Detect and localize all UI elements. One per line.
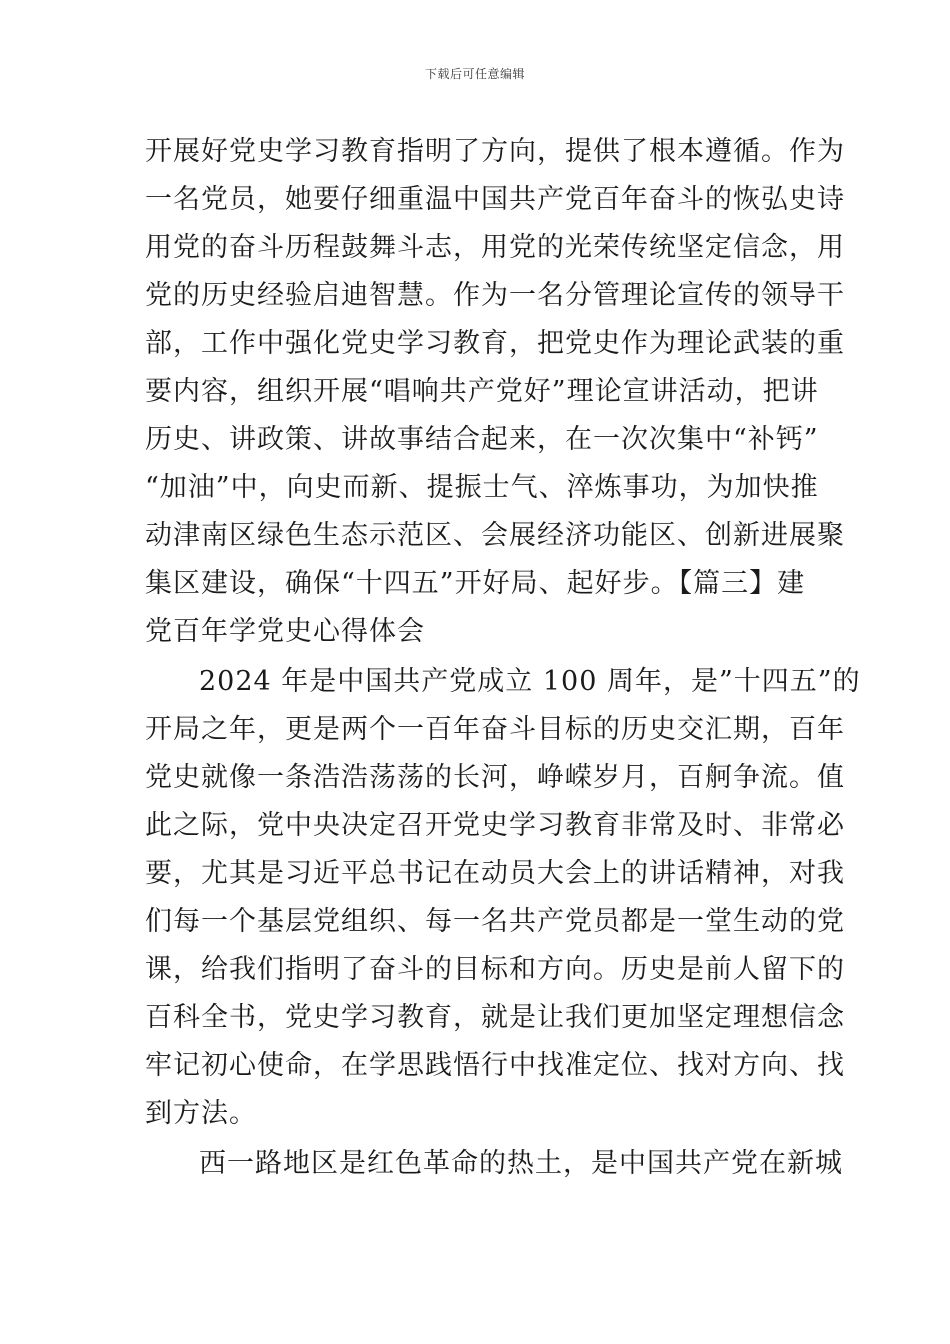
text-line: 开展好党史学习教育指明了方向，提供了根本遵循。作为 (145, 136, 845, 167)
paragraph (145, 1140, 843, 1188)
text-line-first: 2024 年是中国共产党成立 100 周年，是”十四五”的 (199, 666, 861, 697)
text-line: 课，给我们指明了奋斗的目标和方向。历史是前人留下的 (145, 954, 845, 985)
text-line: 到方法。 (145, 1098, 257, 1129)
text-line: 动津南区绿色生态示范区、会展经济功能区、创新进展聚 (145, 520, 845, 551)
document-body (145, 128, 861, 1188)
text-line: “加油”中，向史而新、提振士气、淬炼事功，为加快推 (145, 472, 819, 503)
text-line-first: 西一路地区是红色革命的热土，是中国共产党在新城 (199, 1148, 843, 1179)
text-line: 要，尤其是习近平总书记在动员大会上的讲话精神，对我 (145, 858, 845, 889)
text-line: 开局之年，更是两个一百年奋斗目标的历史交汇期，百年 (145, 714, 845, 745)
text-line: 党百年学党史心得体会 (145, 616, 425, 647)
text-line: 一名党员，她要仔细重温中国共产党百年奋斗的恢弘史诗 (145, 184, 845, 215)
text-line: 要内容，组织开展“唱响共产党好”理论宣讲活动，把讲 (145, 376, 819, 407)
text-line: 党史就像一条浩浩荡荡的长河，峥嵘岁月，百舸争流。值 (145, 762, 845, 793)
text-line: 们每一个基层党组织、每一名共产党员都是一堂生动的党 (145, 906, 845, 937)
text-line: 用党的奋斗历程鼓舞斗志，用党的光荣传统坚定信念，用 (145, 232, 845, 263)
text-line: 党的历史经验启迪智慧。作为一名分管理论宣传的领导干 (145, 280, 845, 311)
text-line: 此之际，党中央决定召开党史学习教育非常及时、非常必 (145, 810, 845, 841)
text-line: 牢记初心使命，在学思践悟行中找准定位、找对方向、找 (145, 1050, 845, 1081)
text-line: 部，工作中强化党史学习教育，把党史作为理论武装的重 (145, 328, 845, 359)
text-line: 历史、讲政策、讲故事结合起来，在一次次集中“补钙” (145, 424, 819, 455)
text-line: 集区建设，确保“十四五”开好局、起好步。【篇三】建 (145, 568, 806, 599)
text-line: 百科全书，党史学习教育，就是让我们更加坚定理想信念 (145, 1002, 845, 1033)
paragraph-continuation (145, 128, 845, 656)
page-header-note: 下载后可任意编辑 (424, 67, 525, 81)
paragraph (145, 658, 861, 1138)
